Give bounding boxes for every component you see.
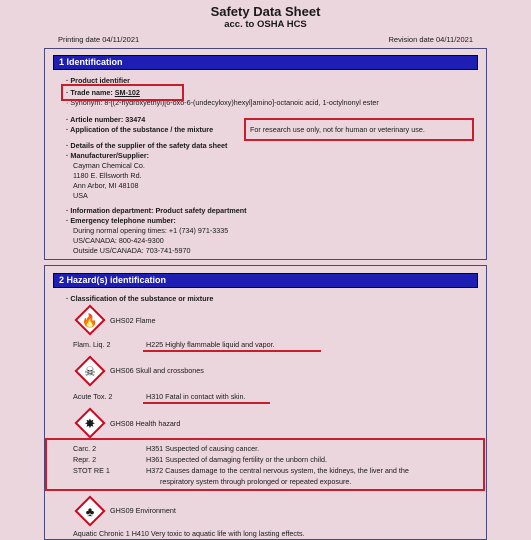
ghs08-label: GHS08 Health hazard	[110, 419, 181, 428]
trade-name-label: · Trade name:	[66, 88, 115, 97]
h225-statement: H225 Highly flammable liquid and vapor.	[146, 340, 275, 349]
trade-name-highlight	[61, 84, 184, 101]
address-line: Cayman Chemical Co.	[73, 161, 145, 170]
application-label: · Application of the substance / the mixture	[66, 125, 214, 134]
emergency-label: · Emergency telephone number:	[66, 216, 176, 225]
stot-category: STOT RE 1	[73, 466, 110, 475]
document-subtitle: acc. to OSHA HCS	[224, 19, 307, 30]
aquatic-statement: Aquatic Chronic 1 H410 Very toxic to aquatic life with long lasting effects.	[73, 529, 305, 538]
carc-category: Carc. 2	[73, 444, 97, 453]
flame-pictogram	[75, 305, 105, 335]
synonym-line: · Synonym: 8-[(2-hydroxyethyl)[6-oxo-6-(undecyloxy)hexyl]amino]-octanoic acid, 1-octylnonyl ester	[66, 98, 379, 107]
info-department: · Information department: Product safety department	[66, 206, 247, 215]
environment-icon: ♣	[85, 503, 95, 519]
h372-statement: H372 Causes damage to the central nervous system, the kidneys, the liver and the	[146, 466, 409, 475]
address-line: USA	[73, 191, 88, 200]
repr-category: Repr. 2	[73, 455, 97, 464]
emergency-line: Outside US/CANADA: 703-741-5970	[73, 246, 191, 255]
environment-pictogram	[75, 496, 105, 526]
flam-category: Flam. Liq. 2	[73, 340, 111, 349]
h361-statement: H361 Suspected of damaging fertility or the unborn child.	[146, 455, 327, 464]
manufacturer-label: · Manufacturer/Supplier:	[66, 151, 150, 160]
revision-date: Revision date 04/11/2021	[388, 35, 473, 44]
flame-icon: 🔥	[81, 312, 99, 328]
article-number: · Article number: 33474	[66, 115, 146, 124]
classification-label: · Classification of the substance or mixture	[66, 294, 214, 303]
address-line: Ann Arbor, MI 48108	[73, 181, 139, 190]
h372-statement-cont: respiratory system through prolonged or repeated exposure.	[160, 477, 352, 486]
h351-statement: H351 Suspected of causing cancer.	[146, 444, 260, 453]
skull-crossbones-icon: ☠	[84, 363, 96, 379]
product-identifier: · Product identifier	[66, 76, 130, 85]
section-2-heading: 2 Hazard(s) identification	[53, 273, 478, 288]
emergency-line: During normal opening times: +1 (734) 971-3335	[73, 226, 229, 235]
health-hazard-pictogram	[75, 408, 105, 438]
document-title: Safety Data Sheet	[210, 4, 321, 19]
application-value: For research use only, not for human or veterinary use.	[250, 125, 425, 134]
ghs02-label: GHS02 Flame	[110, 316, 156, 325]
section-1-heading: 1 Identification	[53, 55, 478, 70]
h310-statement: H310 Fatal in contact with skin.	[146, 392, 246, 401]
address-line: 1180 E. Ellsworth Rd.	[73, 171, 142, 180]
supplier-details: · Details of the supplier of the safety data sheet	[66, 141, 228, 150]
ghs06-label: GHS06 Skull and crossbones	[110, 366, 204, 375]
health-hazard-icon: ✸	[84, 415, 96, 431]
emergency-line: US/CANADA: 800-424-9300	[73, 236, 164, 245]
printing-date: Printing date 04/11/2021	[58, 35, 140, 44]
skull-pictogram	[75, 356, 105, 386]
h310-underline	[143, 402, 270, 404]
acute-category: Acute Tox. 2	[73, 392, 113, 401]
health-hazards-highlight	[45, 438, 485, 491]
ghs09-label: GHS09 Environment	[110, 506, 176, 515]
h225-underline	[143, 350, 321, 352]
trade-name-value: SM-102	[114, 88, 140, 97]
application-highlight	[244, 118, 474, 141]
